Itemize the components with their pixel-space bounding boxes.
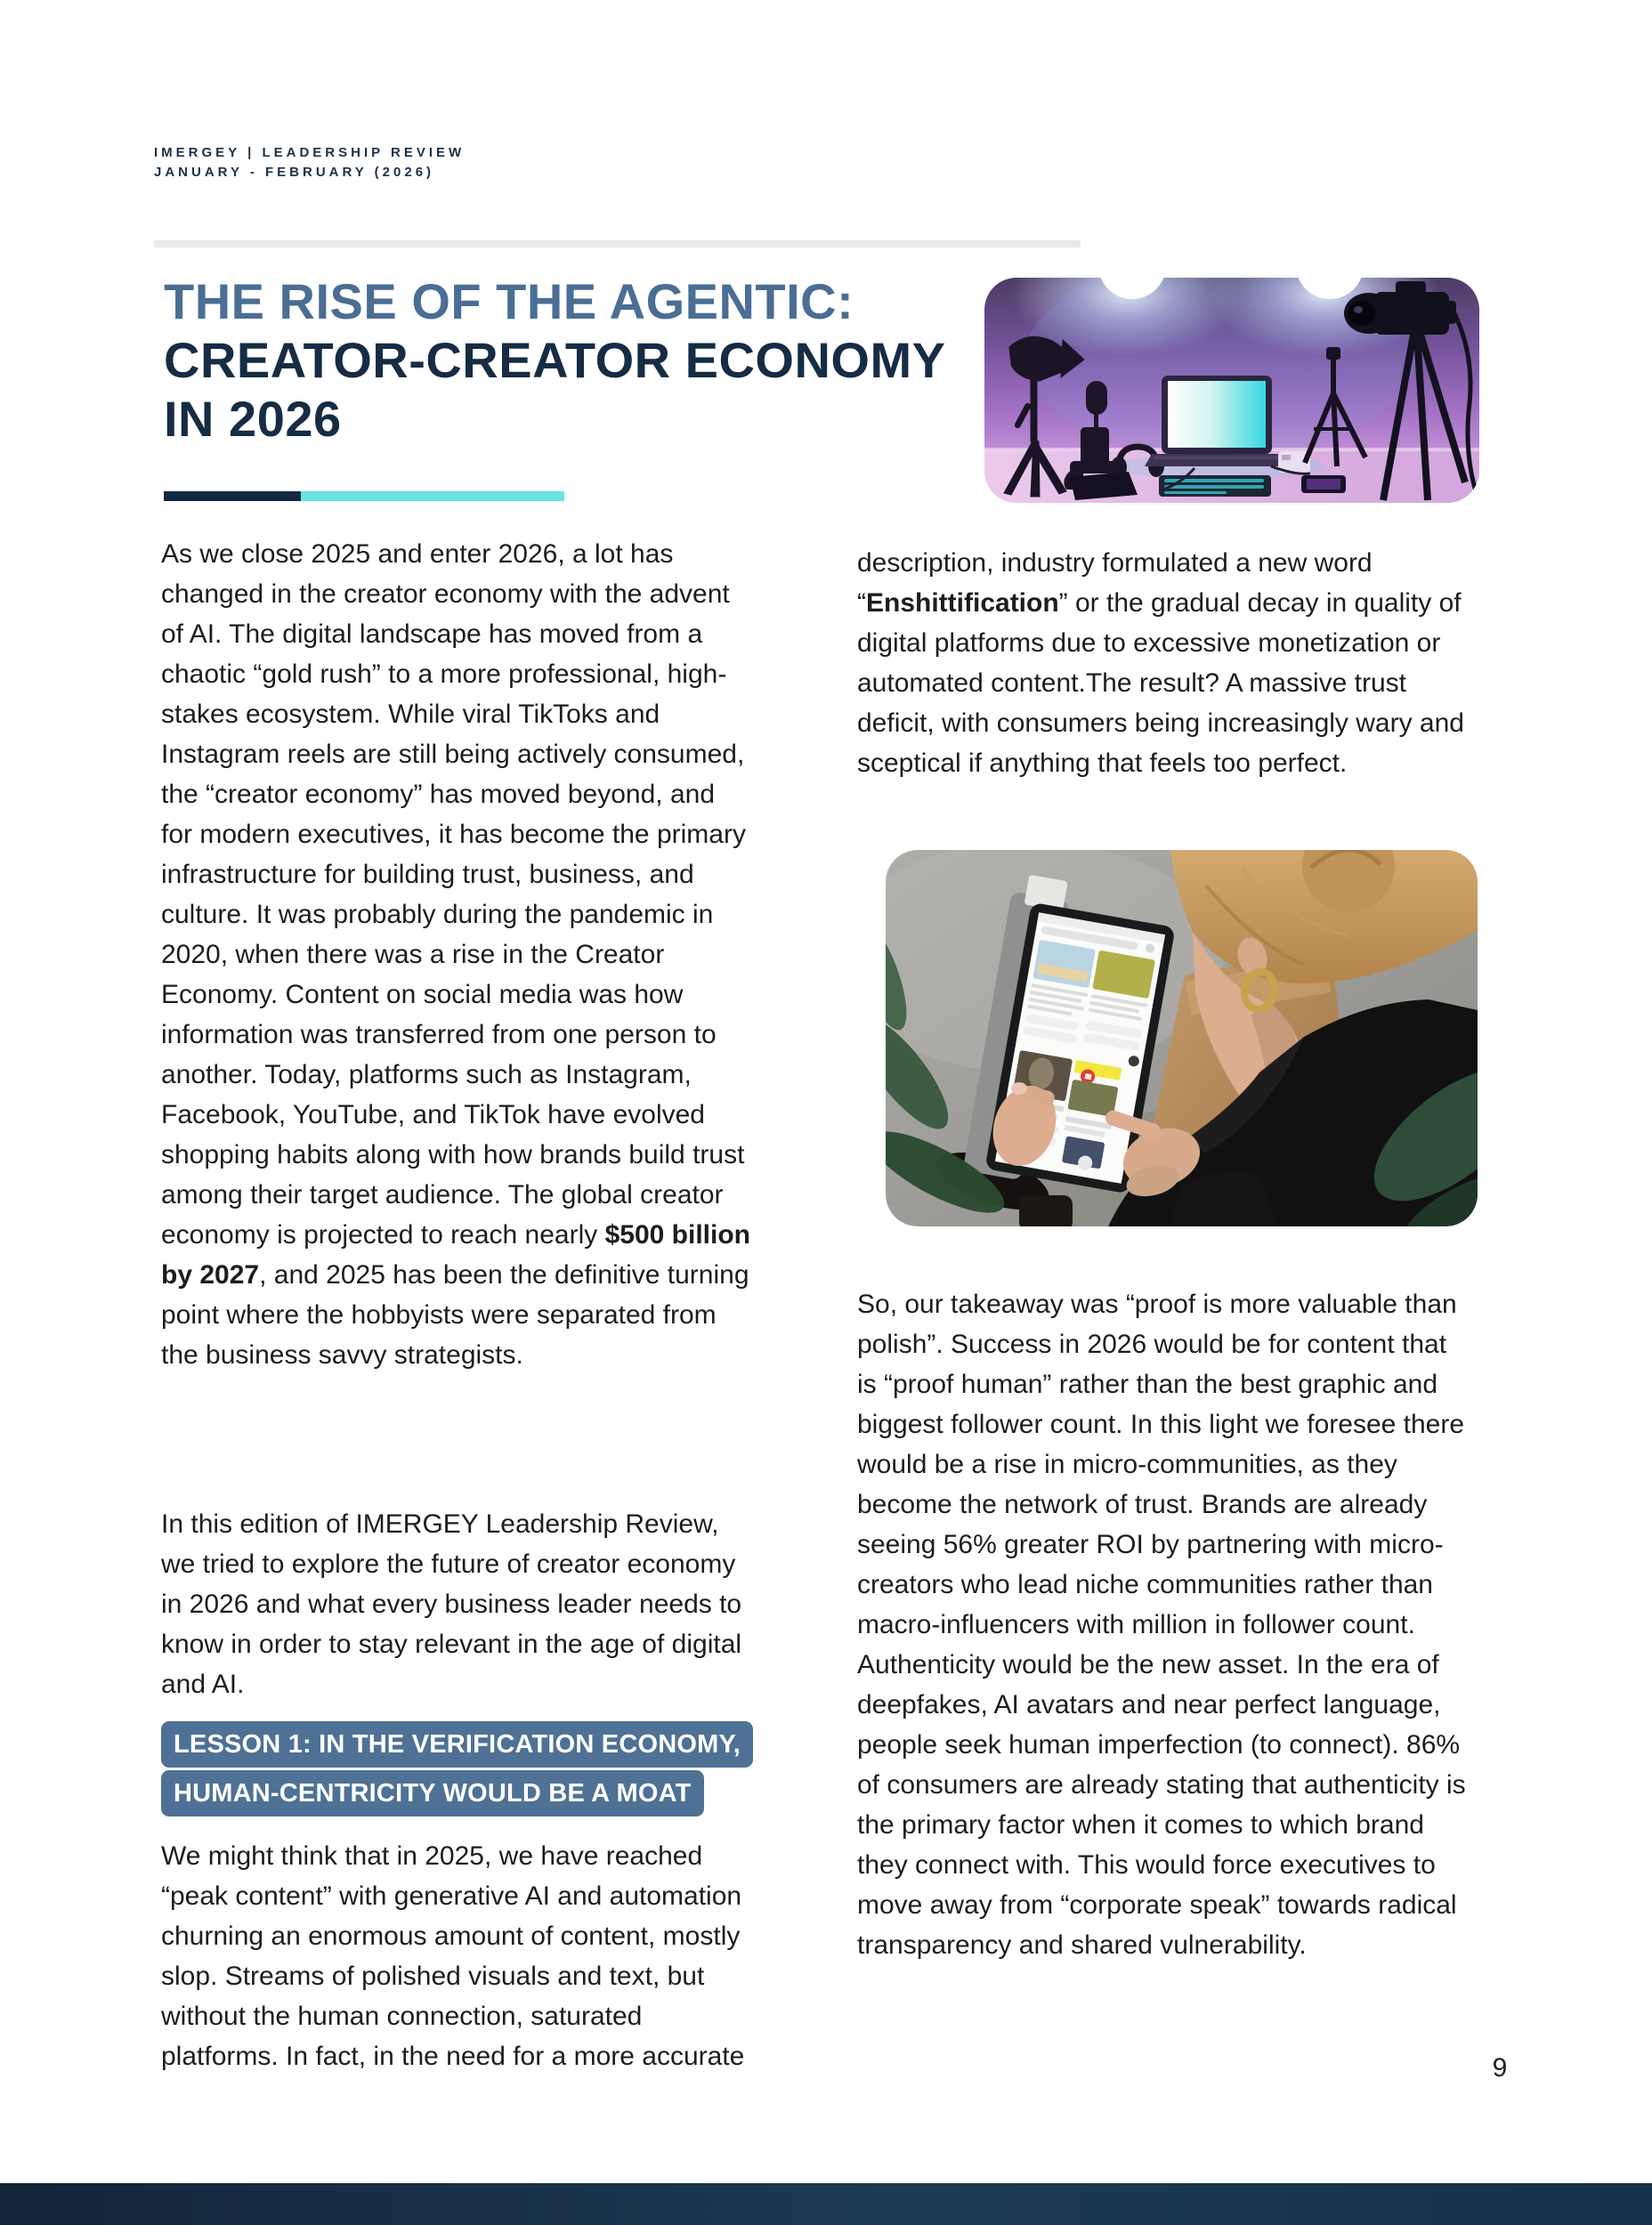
page-header <box>154 143 465 182</box>
issue-date: JANUARY - FEBRUARY (2026) <box>154 165 435 180</box>
title-line-1: THE RISE OF THE AGENTIC: <box>164 273 854 329</box>
lesson-banner-line-2: HUMAN-CENTRICITY WOULD BE A MOAT <box>161 1770 704 1816</box>
page-number: 9 <box>1492 2053 1508 2083</box>
paragraph-1-text: As we close 2025 and enter 2026, a lot has changed in the creator economy with the advent of AI. The digital landscape has moved from a chaotic “gold rush” to a more professional, high-stakes ecosystem. While viral TikToks and Instagram reels are still being actively consumed, the “creator economy” has moved beyond, and for modern executives, it has become the primary infrastructure for building trust, business, and culture. It was probably during the pandemic in 2020, when there was a rise in the Creator Economy. Content on social media was how information was transferred from one person to another. Today, platforms such as Instagram, Facebook, YouTube, and TikTok have evolved shopping habits along with how brands build trust among their target audience. The global creator economy is projected to reach nearly <box>161 539 746 1250</box>
paragraph-4-text-end: ” or the gradual decay in quality of digital platforms due to excessive monetization or automated content.The result? A massive trust deficit, with consumers being increasingly wary and sceptical if anything that feels too perfect. <box>857 588 1464 778</box>
paragraph-1 <box>161 534 750 1375</box>
studio-photo <box>984 278 1479 503</box>
paragraph-4-text: description, industry formulated a new word “ <box>857 548 1373 618</box>
tablet-photo <box>886 850 1478 1226</box>
divider-navy-segment <box>164 491 301 501</box>
footer-bar <box>0 2183 1652 2225</box>
paragraph-1-bold-stat: $500 billion by 2027 <box>161 1220 750 1290</box>
paragraph-2: In this edition of IMERGEY Leadership Review, we tried to explore the future of creator economy in 2026 and what every business leader needs to know in order to stay relevant in the age of digital and AI. <box>161 1509 742 1699</box>
publication-name: IMERGEY | LEADERSHIP REVIEW <box>154 145 466 160</box>
lesson-banner <box>161 1721 784 1819</box>
paragraph-1-text-end: , and 2025 has been the definitive turning point where the hobbyists were separated from the business savvy strategists. <box>161 1260 749 1370</box>
article-title <box>164 272 946 449</box>
header-rule <box>154 240 1081 247</box>
title-line-2: CREATOR-CREATOR ECONOMY <box>164 332 946 388</box>
title-line-3: IN 2026 <box>164 391 342 447</box>
paragraph-4-bold-term: Enshittification <box>866 588 1059 618</box>
paragraph-5: So, our takeaway was “proof is more valuable than polish”. Success in 2026 would be for content that is “proof human” rather than the best graphic and biggest follower count. In this light we foresee there would be a rise in micro-communities, as they become the network of trust. Brands are already seeing 56% greater ROI by partnering with micro-creators who lead niche communities rather than macro-influencers with million in follower count. Authenticity would be the new asset. In the era of deepfakes, AI avatars and near perfect language, people seek human imperfection (to connect). 86% of consumers are already stating that authenticity is the primary factor when it comes to which brand they connect with. This would force executives to move away from “corporate speak” towards radical transparency and shared vulnerability. <box>857 1290 1466 1960</box>
title-divider <box>164 491 564 501</box>
divider-cyan-segment <box>301 491 564 501</box>
lesson-banner-line-1: LESSON 1: IN THE VERIFICATION ECONOMY, <box>161 1721 753 1768</box>
paragraph-3: We might think that in 2025, we have reached “peak content” with generative AI and automation churning an enormous amount of content, mostly slop. Streams of polished visuals and text, but without the human connection, saturated platforms. In fact, in the need for a more accurate <box>161 1841 745 2071</box>
paragraph-4 <box>857 543 1470 783</box>
